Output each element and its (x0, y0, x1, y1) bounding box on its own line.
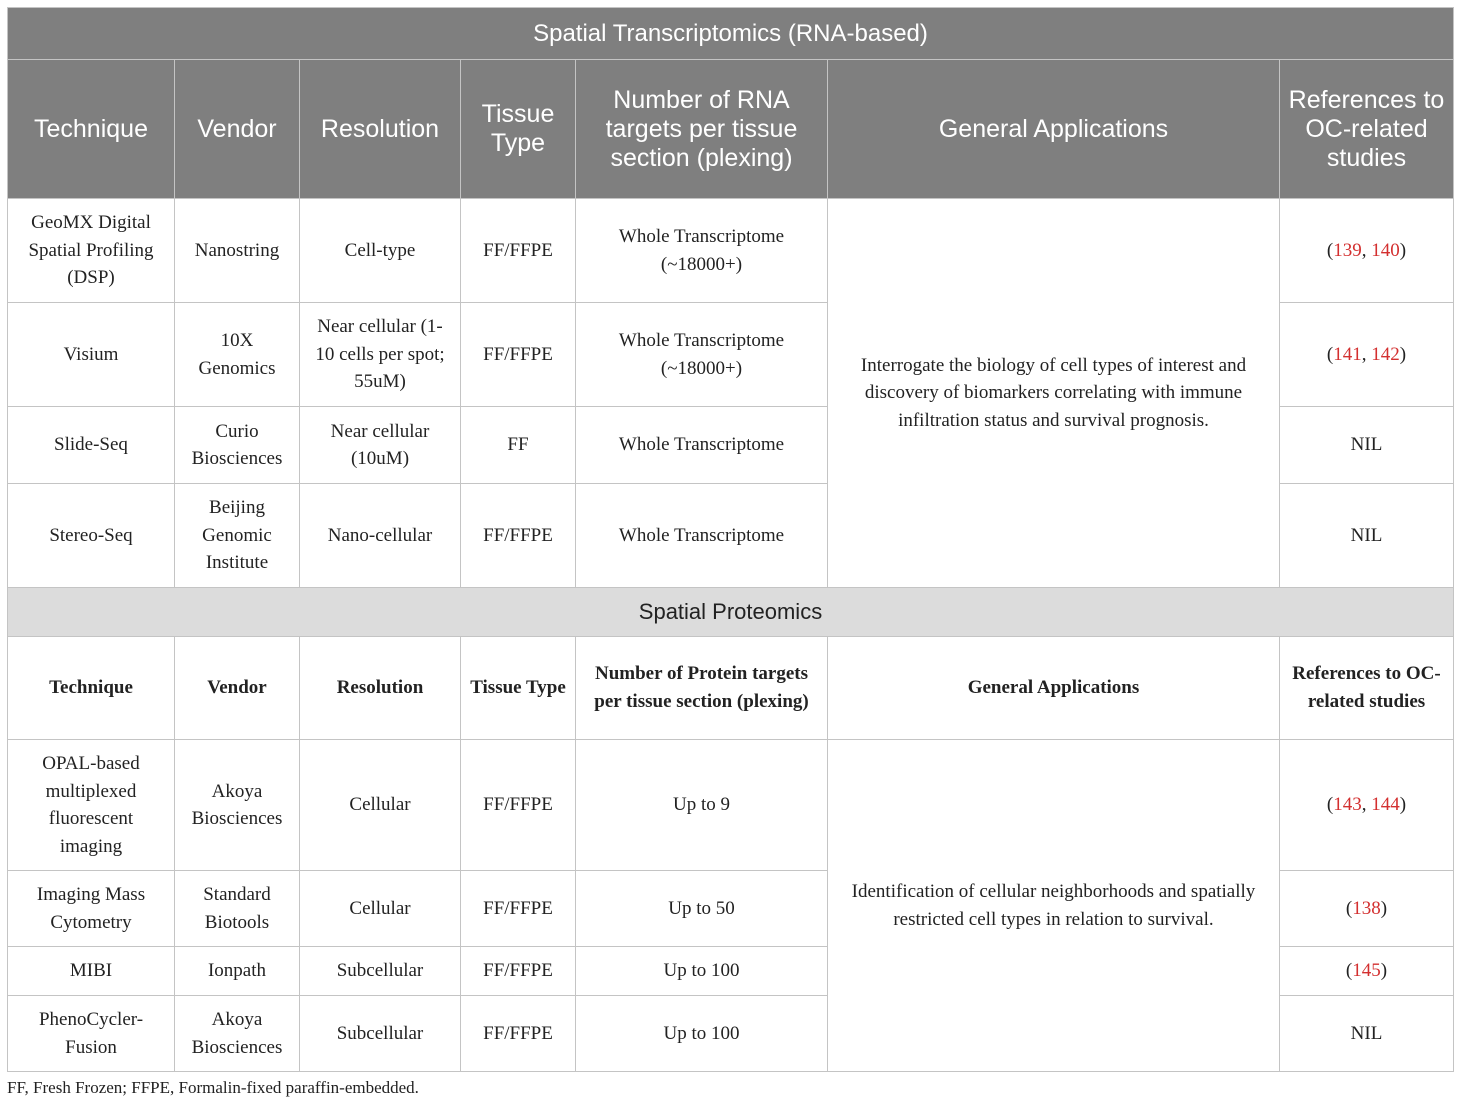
table-row (8, 199, 1454, 303)
plexing-cell: Up to 100 (576, 996, 828, 1072)
column-header-row (8, 60, 1454, 199)
resolution-cell: Subcellular (300, 947, 461, 996)
column-header-tissue-type: Tissue Type (461, 637, 576, 740)
tissue-type-cell: FF/FFPE (461, 484, 576, 588)
vendor-cell: Standard Biotools (175, 871, 300, 947)
vendor-cell: Akoya Biosciences (175, 996, 300, 1072)
resolution-cell: Cellular (300, 740, 461, 871)
plexing-cell: Up to 9 (576, 740, 828, 871)
table-footnote: FF, Fresh Frozen; FFPE, Formalin-fixed paraffin-embedded. (7, 1078, 419, 1097)
tissue-type-cell: FF/FFPE (461, 947, 576, 996)
references-cell: (145) (1280, 947, 1454, 996)
column-header-tissue-type: Tissue Type (461, 60, 576, 199)
references-cell: NIL (1280, 484, 1454, 588)
reference-link[interactable]: 145 (1352, 960, 1381, 982)
technique-cell: PhenoCycler-Fusion (8, 996, 175, 1072)
resolution-cell: Cell-type (300, 199, 461, 303)
column-header-resolution: Resolution (300, 637, 461, 740)
section-title-row (8, 8, 1454, 60)
column-header-references: References to OC-related studies (1280, 637, 1454, 740)
plexing-cell: Up to 50 (576, 871, 828, 947)
references-cell: (138) (1280, 871, 1454, 947)
vendor-cell: Akoya Biosciences (175, 740, 300, 871)
section-title: Spatial Transcriptomics (RNA-based) (8, 8, 1454, 60)
plexing-cell: Whole Transcriptome (~18000+) (576, 303, 828, 407)
references-cell: (139, 140) (1280, 199, 1454, 303)
tissue-type-cell: FF/FFPE (461, 303, 576, 407)
general-applications-cell: Interrogate the biology of cell types of interest and discovery of biomarkers correlating with immune infiltration status and survival prognosis. (828, 199, 1280, 588)
plexing-cell: Whole Transcriptome (576, 484, 828, 588)
column-header-general-applications: General Applications (828, 637, 1280, 740)
vendor-cell: Nanostring (175, 199, 300, 303)
tissue-type-cell: FF/FFPE (461, 199, 576, 303)
plexing-cell: Up to 100 (576, 947, 828, 996)
column-header-row (8, 637, 1454, 740)
reference-link[interactable]: 138 (1352, 897, 1381, 919)
tissue-type-cell: FF (461, 407, 576, 484)
resolution-cell: Nano-cellular (300, 484, 461, 588)
general-applications-cell: Identification of cellular neighborhoods and spatially restricted cell types in relation to survival. (828, 740, 1280, 1072)
section-title: Spatial Proteomics (8, 588, 1454, 637)
references-cell: (141, 142) (1280, 303, 1454, 407)
resolution-cell: Near cellular (1-10 cells per spot; 55uM) (300, 303, 461, 407)
technique-cell: Slide-Seq (8, 407, 175, 484)
reference-link[interactable]: 142 (1371, 343, 1400, 365)
reference-link[interactable]: 140 (1371, 239, 1400, 261)
column-header-vendor: Vendor (175, 60, 300, 199)
plexing-cell: Whole Transcriptome (576, 407, 828, 484)
technique-cell: MIBI (8, 947, 175, 996)
technique-cell: Stereo-Seq (8, 484, 175, 588)
spatial-methods-table (7, 7, 1454, 1072)
references-cell: NIL (1280, 996, 1454, 1072)
reference-link[interactable]: 141 (1333, 343, 1362, 365)
tissue-type-cell: FF/FFPE (461, 740, 576, 871)
tissue-type-cell: FF/FFPE (461, 996, 576, 1072)
technique-cell: GeoMX Digital Spatial Profiling (DSP) (8, 199, 175, 303)
reference-link[interactable]: 139 (1333, 239, 1362, 261)
column-header-technique: Technique (8, 60, 175, 199)
technique-cell: Visium (8, 303, 175, 407)
technique-cell: Imaging Mass Cytometry (8, 871, 175, 947)
column-header-references: References to OC-related studies (1280, 60, 1454, 199)
column-header-technique: Technique (8, 637, 175, 740)
column-header-plexing: Number of RNA targets per tissue section (plexing) (576, 60, 828, 199)
technique-cell: OPAL-based multiplexed fluorescent imaging (8, 740, 175, 871)
resolution-cell: Subcellular (300, 996, 461, 1072)
table-row (8, 740, 1454, 871)
vendor-cell: 10X Genomics (175, 303, 300, 407)
section-title-row (8, 588, 1454, 637)
vendor-cell: Beijing Genomic Institute (175, 484, 300, 588)
references-cell: NIL (1280, 407, 1454, 484)
resolution-cell: Cellular (300, 871, 461, 947)
plexing-cell: Whole Transcriptome (~18000+) (576, 199, 828, 303)
reference-link[interactable]: 144 (1371, 794, 1400, 816)
column-header-vendor: Vendor (175, 637, 300, 740)
column-header-plexing: Number of Protein targets per tissue section (plexing) (576, 637, 828, 740)
reference-link[interactable]: 143 (1333, 794, 1362, 816)
vendor-cell: Curio Biosciences (175, 407, 300, 484)
vendor-cell: Ionpath (175, 947, 300, 996)
column-header-resolution: Resolution (300, 60, 461, 199)
references-cell: (143, 144) (1280, 740, 1454, 871)
column-header-general-applications: General Applications (828, 60, 1280, 199)
resolution-cell: Near cellular (10uM) (300, 407, 461, 484)
tissue-type-cell: FF/FFPE (461, 871, 576, 947)
